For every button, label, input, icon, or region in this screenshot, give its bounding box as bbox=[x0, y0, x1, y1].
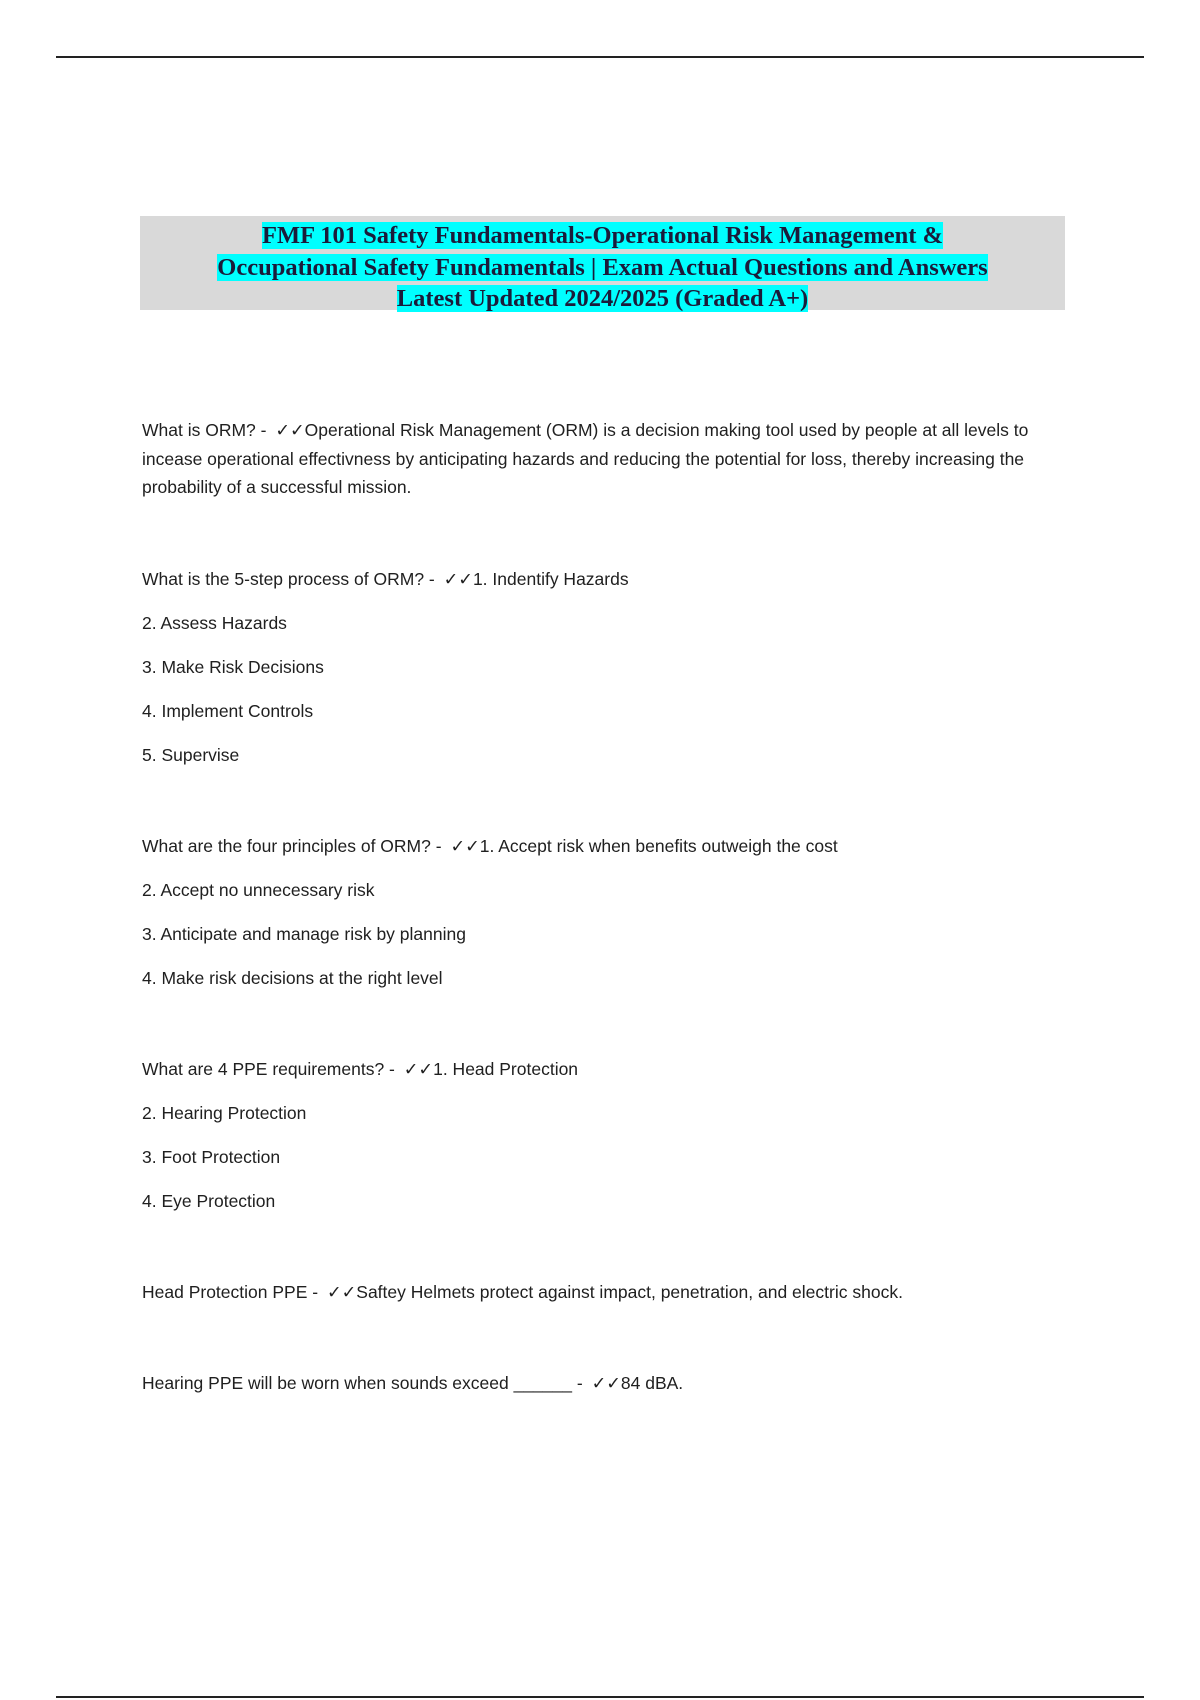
top-rule bbox=[56, 56, 1144, 58]
list-item: 5. Supervise bbox=[142, 744, 240, 765]
double-check-icon: ✓✓ bbox=[403, 1058, 434, 1079]
list-item: 2. Accept no unnecessary risk bbox=[142, 879, 375, 900]
qa-block-hearing-ppe bbox=[142, 1369, 1072, 1397]
double-check-icon: ✓✓ bbox=[326, 1281, 357, 1302]
list-item: 4. Make risk decisions at the right level bbox=[142, 967, 443, 988]
qa-first-line bbox=[142, 1278, 1072, 1306]
qa-block-head-protection bbox=[142, 1278, 1072, 1306]
double-check-icon: ✓✓ bbox=[275, 420, 305, 440]
answer-text: Saftey Helmets protect against impact, penetration, and electric shock. bbox=[356, 1281, 903, 1302]
bottom-rule bbox=[56, 1696, 1144, 1698]
answer-text: 1. Accept risk when benefits outweigh the cost bbox=[479, 835, 838, 856]
double-check-icon: ✓✓ bbox=[591, 1372, 621, 1393]
qa-block-ppe-requirements bbox=[142, 1055, 1072, 1215]
double-check-icon: ✓✓ bbox=[443, 568, 473, 589]
document-title bbox=[140, 216, 1065, 310]
list-item: 4. Eye Protection bbox=[142, 1190, 276, 1211]
qa-block-orm-principles bbox=[142, 832, 1072, 992]
answer-text: 1. Head Protection bbox=[433, 1058, 579, 1079]
list-item: 2. Hearing Protection bbox=[142, 1102, 307, 1123]
question-text: Hearing PPE will be worn when sounds exceed ______ - bbox=[142, 1372, 583, 1393]
qa-block-orm-steps bbox=[142, 565, 1072, 769]
qa-paragraph bbox=[142, 416, 1072, 502]
list-item: 3. Make Risk Decisions bbox=[142, 656, 324, 677]
qa-first-line bbox=[142, 1055, 1072, 1099]
qa-first-line bbox=[142, 1369, 1072, 1397]
answer-text: 84 dBA. bbox=[620, 1372, 684, 1393]
qa-block-what-is-orm bbox=[142, 416, 1072, 502]
question-text: What are the four principles of ORM? - bbox=[142, 835, 442, 856]
qa-first-line bbox=[142, 565, 1072, 609]
title-line: Occupational Safety Fundamentals | Exam Actual Questions and Answers bbox=[217, 253, 988, 281]
list-item: 4. Implement Controls bbox=[142, 700, 314, 721]
question-text: What are 4 PPE requirements? - bbox=[142, 1058, 395, 1079]
list-item: 3. Foot Protection bbox=[142, 1146, 281, 1167]
qa-first-line bbox=[142, 832, 1072, 876]
question-text: What is ORM? - bbox=[142, 420, 267, 440]
list-item: 2. Assess Hazards bbox=[142, 612, 287, 633]
question-text: What is the 5-step process of ORM? - bbox=[142, 568, 435, 589]
answer-text: 1. Indentify Hazards bbox=[472, 568, 629, 589]
title-line: FMF 101 Safety Fundamentals-Operational Risk Management & bbox=[262, 222, 943, 249]
answer-text: Operational Risk Management (ORM) is a decision making tool used by people at all levels to incease operational effectivness by anticipating hazards and reducing the potential for loss, thereby increasing the probability of a successful mission. bbox=[142, 420, 1029, 497]
double-check-icon: ✓✓ bbox=[450, 835, 480, 856]
list-item: 3. Anticipate and manage risk by planning bbox=[142, 923, 466, 944]
qa-content bbox=[142, 416, 1072, 1460]
question-text: Head Protection PPE - bbox=[142, 1281, 319, 1302]
title-line: Latest Updated 2024/2025 (Graded A+) bbox=[396, 285, 809, 312]
